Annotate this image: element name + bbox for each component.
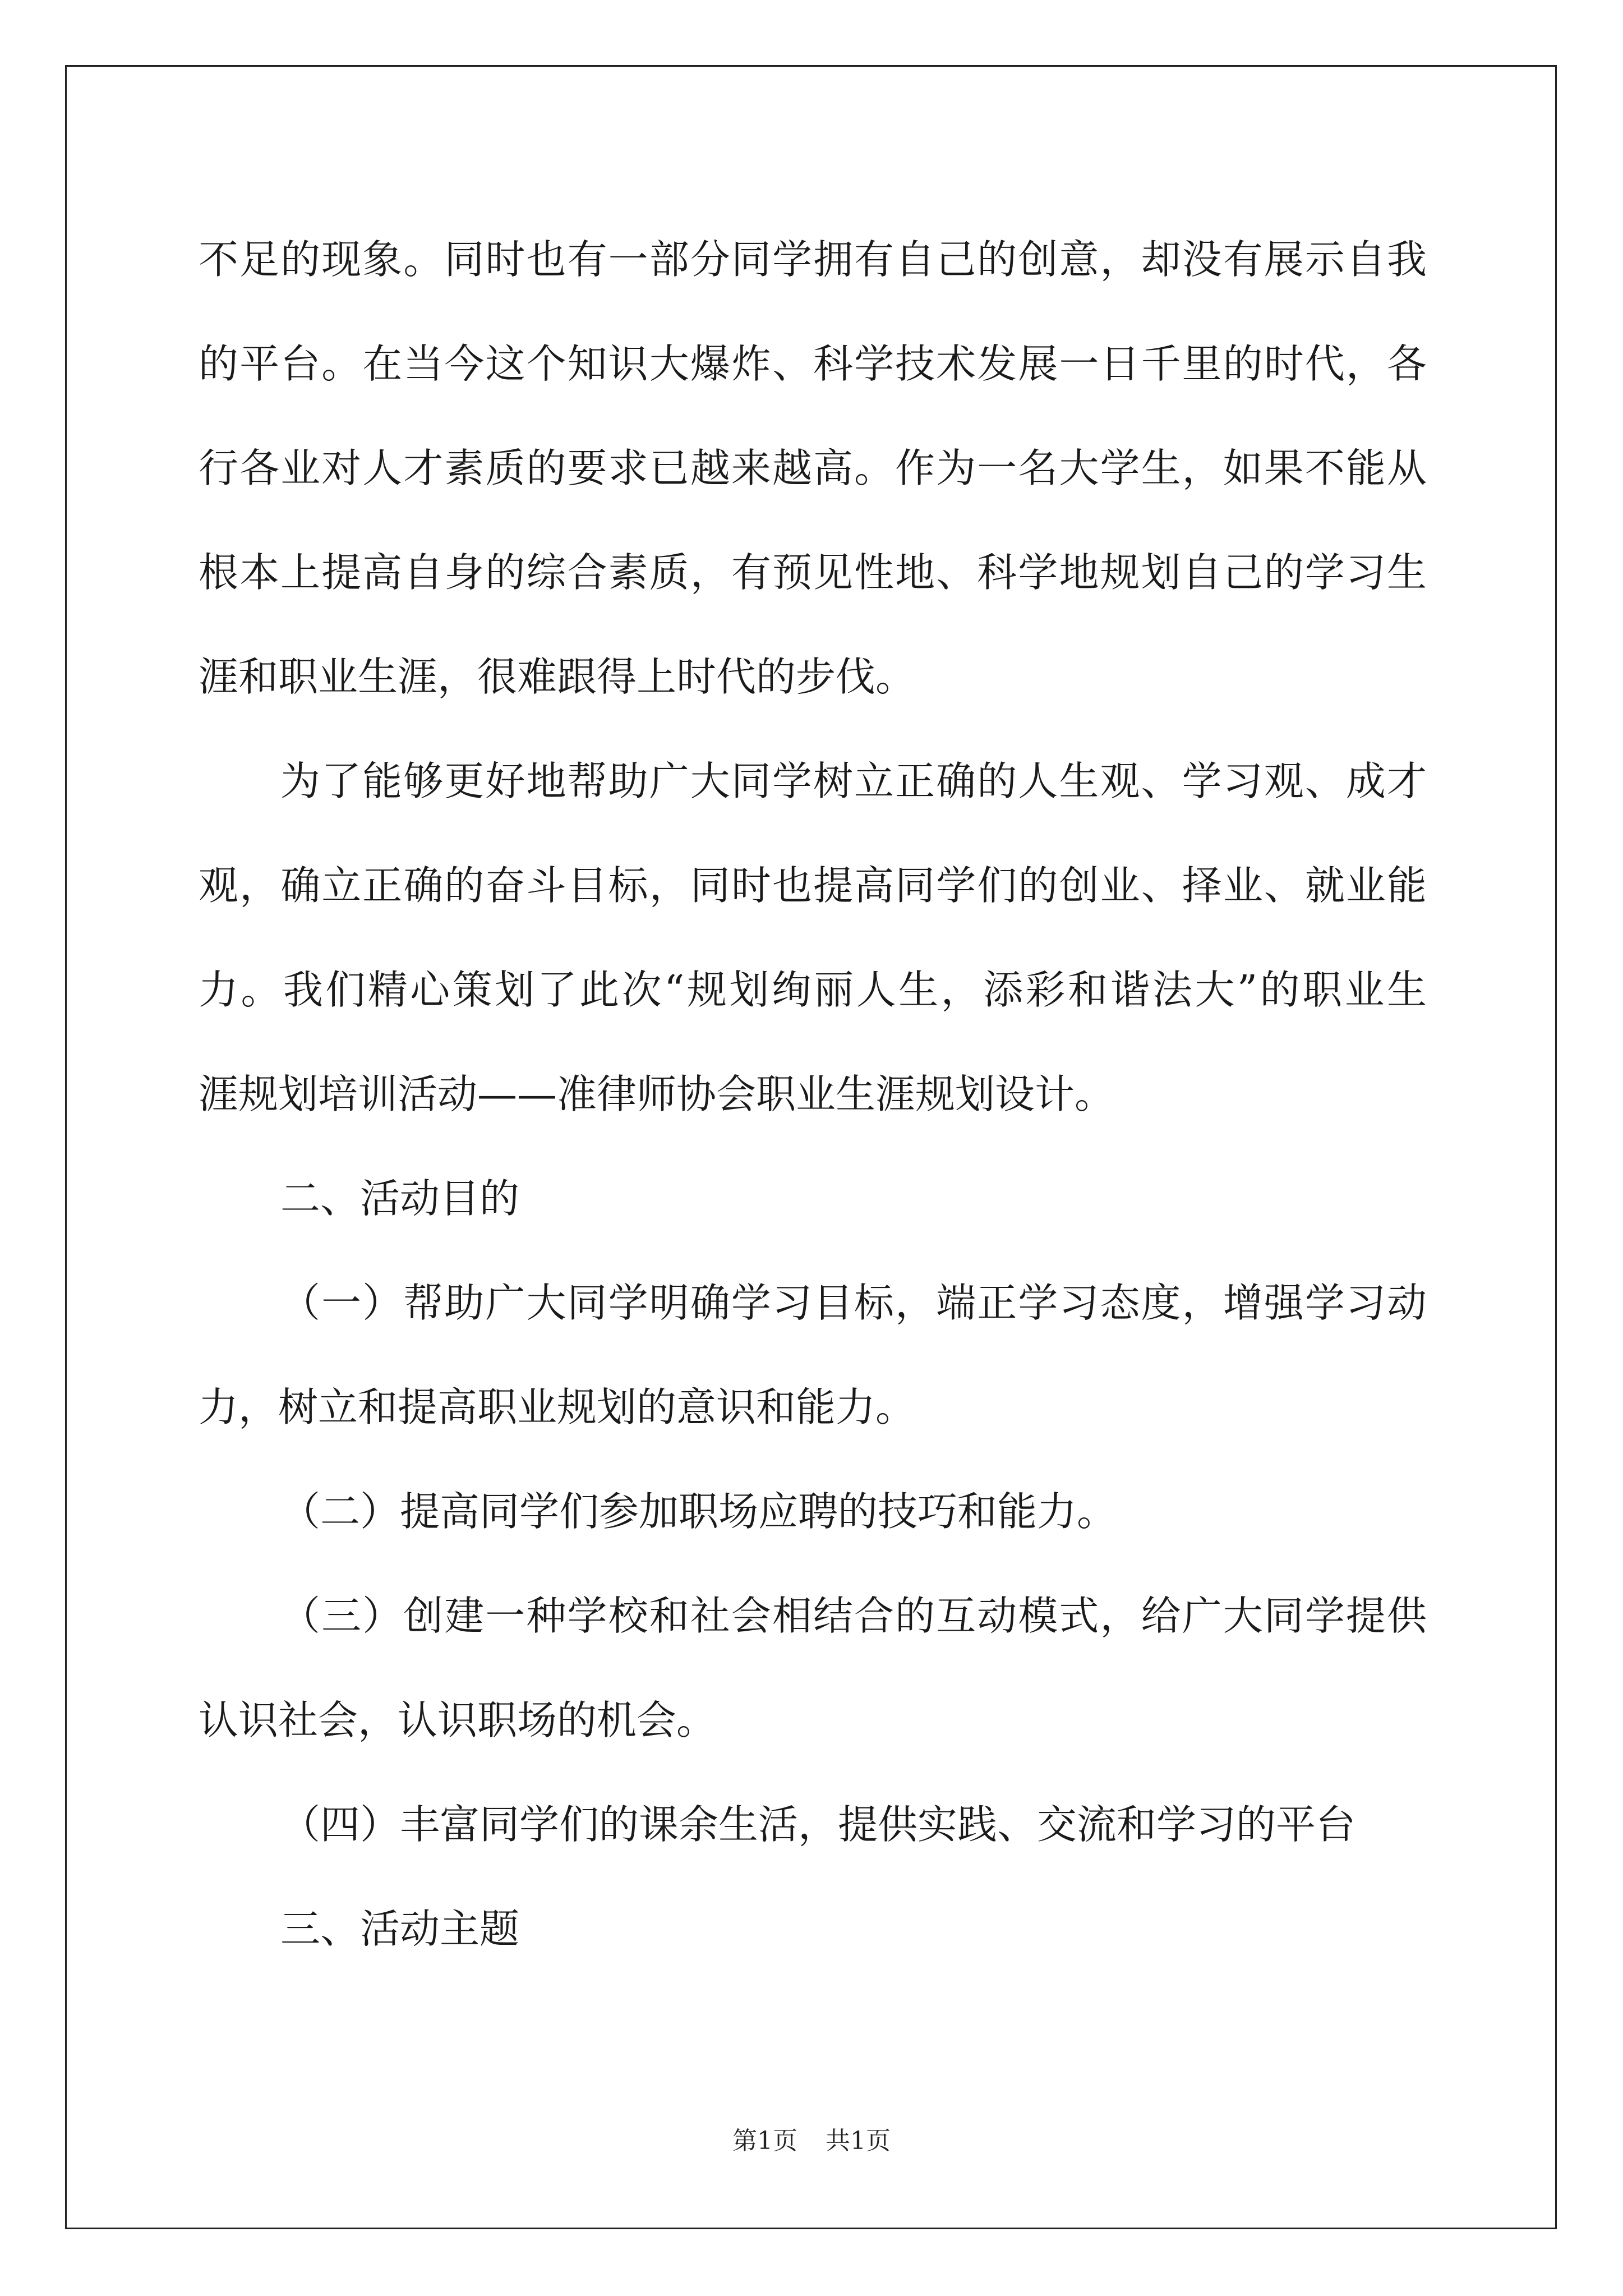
text-line: 涯和职业生涯，很难跟得上时代的步伐。 (199, 654, 916, 700)
text-line: （二）提高同学们参加职场应聘的技巧和能力。 (280, 1488, 1117, 1535)
text-line: 力。我们精心策划了此次“规划绚丽人生，添彩和谐法大”的职业生 (199, 967, 1427, 1013)
text-line: 涯规划培训活动——准律师协会职业生涯规划设计。 (199, 1071, 1115, 1117)
section-heading: 二、活动目的 (280, 1175, 520, 1222)
page-footer (0, 2120, 1623, 2156)
text-line: 不足的现象。同时也有一部分同学拥有自己的创意，却没有展示自我 (199, 236, 1427, 283)
text-line: 的平台。在当今这个知识大爆炸、科学技术发展一日千里的时代，各 (199, 341, 1427, 387)
text-line: （四）丰富同学们的课余生活，提供实践、交流和学习的平台 (280, 1801, 1356, 1848)
text-line: （一）帮助广大同学明确学习目标，端正学习态度，增强学习动 (280, 1280, 1427, 1326)
text-line: 为了能够更好地帮助广大同学树立正确的人生观、学习观、成才 (280, 758, 1427, 804)
text-line: 力，树立和提高职业规划的意识和能力。 (199, 1384, 916, 1430)
page-total: 共1页 (826, 2127, 891, 2155)
text-line: 行各业对人才素质的要求已越来越高。作为一名大学生，如果不能从 (199, 445, 1427, 491)
document-body (199, 208, 1427, 1981)
section-heading: 三、活动主题 (280, 1906, 520, 1952)
text-line: （三）创建一种学校和社会相结合的互动模式，给广大同学提供 (280, 1593, 1427, 1639)
text-line: 观，确立正确的奋斗目标，同时也提高同学们的创业、择业、就业能 (199, 862, 1427, 909)
page-number: 第1页 (732, 2127, 797, 2155)
text-line: 认识社会，认识职场的机会。 (199, 1697, 717, 1743)
text-line: 根本上提高自身的综合素质，有预见性地、科学地规划自己的学习生 (199, 549, 1427, 596)
